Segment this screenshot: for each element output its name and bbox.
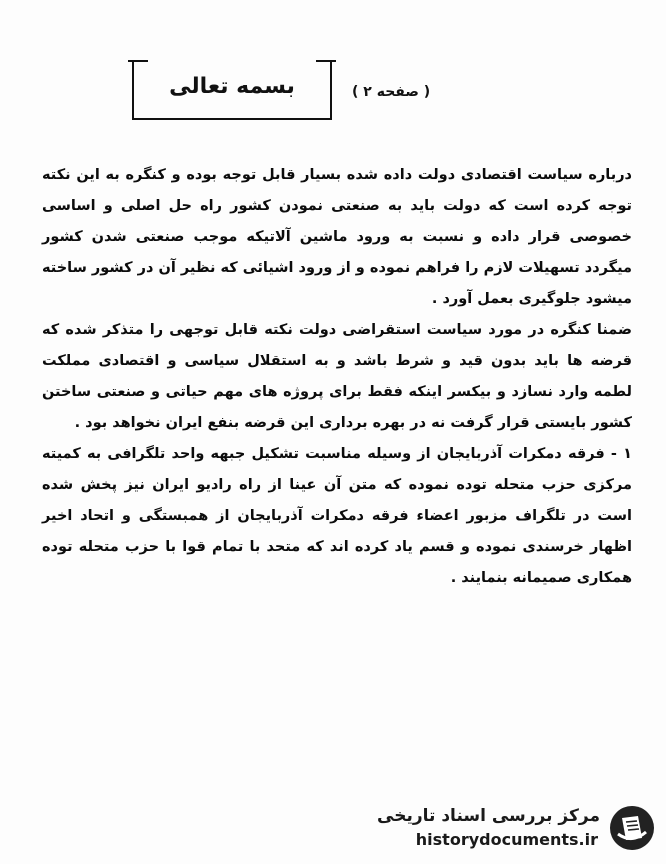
watermark-title: مرکز بررسی اسناد تاریخی — [377, 806, 600, 826]
paragraph-economic-policy: درباره سیاست اقتصادی دولت داده شده بسیار قابل توجه بوده و کنگره به این نکته توجه کرده است که دولت باید به صنعتی نمودن کشور راه حل اصلی و اساسی خصوصی قرار داده و نسبت به ورود ماشین آلاتیکه موجب صنعتی شدن کشور میگردد تسهیلات لازم را فراهم نموده و از ورود اشیائی که نظیر آن در کشور ساخته میشود جلوگیری بعمل آورد . — [42, 167, 632, 307]
header-stamp-box — [132, 60, 332, 120]
paragraph-loan-policy: ضمنا کنگره در مورد سیاست استقراضی دولت نکته قابل توجهی را متذکر شده که قرضه ها باید بدون قید و شرط باشد و به استقلال سیاسی و اقتصادی مملکت لطمه وارد نسازد و بیکسر اینکه فقط برای پروژه های مهم حیاتی و صنعتی ساختن کشور بایستی قرار گرفت نه در بهره برداری این قرضه بنفع ایران نخواهد بود . — [42, 322, 632, 431]
document-body — [42, 160, 632, 594]
watermark-url: historydocuments.ir — [415, 830, 598, 849]
document-archive-logo-icon — [608, 804, 656, 852]
paragraph-azerbaijan-telegram: ۱ - فرقه دمکرات آذربایجان از وسیله مناسبت تشکیل جبهه واحد تلگرافی به کمیته مرکزی حزب متحله توده نموده که متن آن عینا از راه رادیو ایران نیز پخش شده است در تلگراف مزبور اعضاء فرقه دمکرات آذربایجان از همبستگی و اتحاد اخیر اظهار خرسندی نموده و قسم یاد کرده اند که متحد با تمام قوا با حزب متحله توده همکاری صمیمانه بنمایند . — [42, 446, 632, 586]
watermark — [356, 804, 656, 856]
page-number-label: ( صفحه ۲ ) — [352, 84, 431, 100]
header-stamp-text: بسمه تعالی — [169, 74, 295, 99]
